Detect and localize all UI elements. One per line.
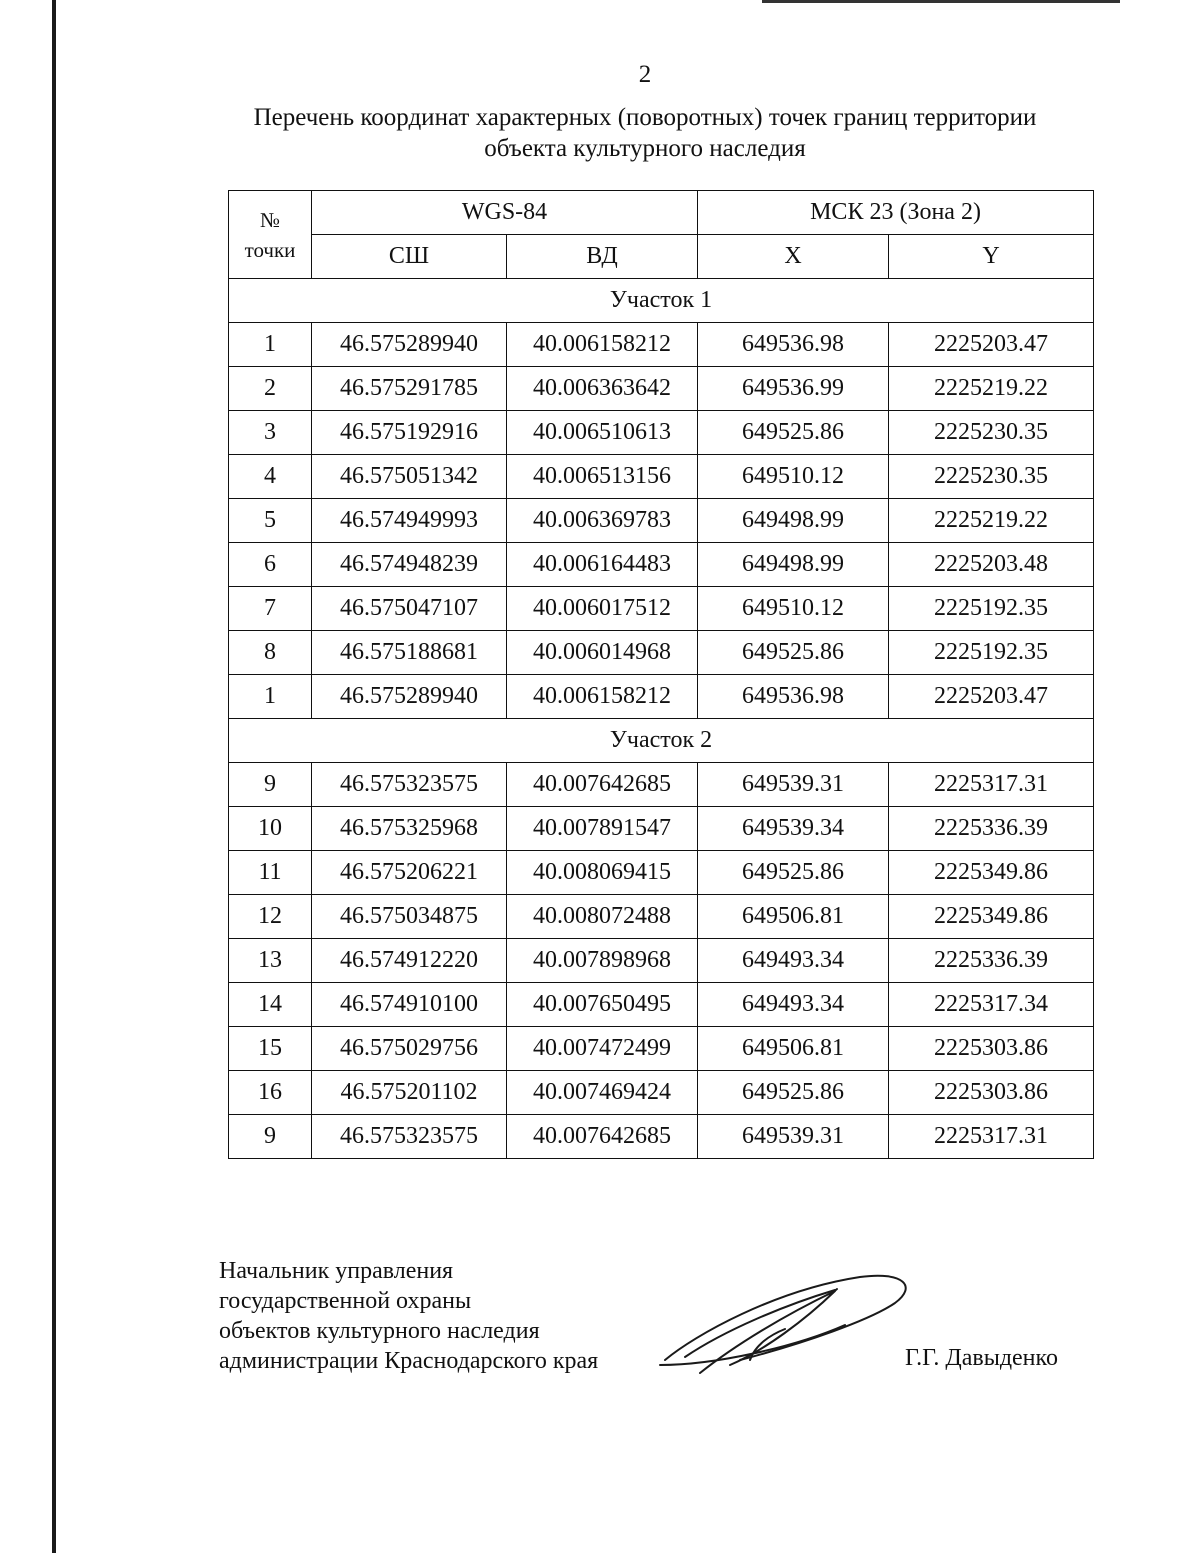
x-cell: 649525.86 <box>698 411 889 455</box>
point-number-cell: 8 <box>229 631 312 675</box>
signatory-position <box>219 1256 598 1376</box>
latitude-cell: 46.574912220 <box>312 939 507 983</box>
point-number-cell: 16 <box>229 1071 312 1115</box>
table-row <box>229 323 1094 367</box>
point-number-cell: 6 <box>229 543 312 587</box>
y-cell: 2225303.86 <box>889 1027 1094 1071</box>
latitude-cell: 46.575051342 <box>312 455 507 499</box>
x-cell: 649536.98 <box>698 323 889 367</box>
longitude-cell: 40.006158212 <box>507 675 698 719</box>
longitude-cell: 40.006369783 <box>507 499 698 543</box>
y-cell: 2225317.31 <box>889 763 1094 807</box>
table-header <box>229 191 1094 279</box>
x-cell: 649510.12 <box>698 587 889 631</box>
x-cell: 649510.12 <box>698 455 889 499</box>
point-number-header <box>229 191 312 279</box>
table-header-row <box>229 191 1094 235</box>
y-cell: 2225230.35 <box>889 455 1094 499</box>
longitude-cell: 40.008069415 <box>507 851 698 895</box>
document-title-line: Перечень координат характерных (поворотных) точек границ территории <box>253 104 1037 131</box>
latitude-cell: 46.574948239 <box>312 543 507 587</box>
section-header-row <box>229 279 1094 323</box>
table-row <box>229 499 1094 543</box>
x-cell: 649525.86 <box>698 1071 889 1115</box>
section-title: Участок 1 <box>229 279 1094 323</box>
table-row <box>229 675 1094 719</box>
latitude-cell: 46.575034875 <box>312 895 507 939</box>
x-cell: 649539.31 <box>698 1115 889 1159</box>
longitude-cell: 40.007891547 <box>507 807 698 851</box>
latitude-cell: 46.575325968 <box>312 807 507 851</box>
x-cell: 649506.81 <box>698 895 889 939</box>
y-cell: 2225349.86 <box>889 851 1094 895</box>
table-row <box>229 1115 1094 1159</box>
table-row <box>229 983 1094 1027</box>
table-row <box>229 587 1094 631</box>
y-cell: 2225317.31 <box>889 1115 1094 1159</box>
y-cell: 2225192.35 <box>889 631 1094 675</box>
section-header-row <box>229 719 1094 763</box>
handwritten-signature <box>655 1265 920 1380</box>
point-number-header-line1: № <box>259 207 281 232</box>
signatory-position-line: администрации Краснодарского края <box>219 1348 599 1374</box>
point-number-cell: 1 <box>229 323 312 367</box>
latitude-cell: 46.575323575 <box>312 763 507 807</box>
signatory-name: Г.Г. Давыденко <box>905 1345 1058 1371</box>
signatory-position-line: объектов культурного наследия <box>219 1318 540 1344</box>
longitude-cell: 40.006017512 <box>507 587 698 631</box>
latitude-cell: 46.575188681 <box>312 631 507 675</box>
point-number-cell: 15 <box>229 1027 312 1071</box>
scan-top-edge <box>762 0 1120 3</box>
point-number-cell: 11 <box>229 851 312 895</box>
latitude-cell: 46.575289940 <box>312 675 507 719</box>
latitude-cell: 46.575192916 <box>312 411 507 455</box>
latitude-cell: 46.575291785 <box>312 367 507 411</box>
coordinates-table <box>228 190 1094 1159</box>
longitude-cell: 40.008072488 <box>507 895 698 939</box>
point-number-cell: 4 <box>229 455 312 499</box>
x-cell: 649498.99 <box>698 499 889 543</box>
longitude-cell: 40.007898968 <box>507 939 698 983</box>
table-row <box>229 631 1094 675</box>
point-number-cell: 9 <box>229 763 312 807</box>
longitude-cell: 40.006510613 <box>507 411 698 455</box>
x-cell: 649506.81 <box>698 1027 889 1071</box>
latitude-column-header: СШ <box>312 235 507 279</box>
table-row <box>229 895 1094 939</box>
point-number-header-line2: точки <box>244 237 296 262</box>
table-row <box>229 411 1094 455</box>
x-cell: 649539.31 <box>698 763 889 807</box>
longitude-cell: 40.006014968 <box>507 631 698 675</box>
y-column-header: Y <box>889 235 1094 279</box>
longitude-cell: 40.007469424 <box>507 1071 698 1115</box>
y-cell: 2225203.47 <box>889 323 1094 367</box>
wgs84-group-header: WGS-84 <box>312 191 698 235</box>
longitude-cell: 40.006158212 <box>507 323 698 367</box>
latitude-cell: 46.575047107 <box>312 587 507 631</box>
y-cell: 2225336.39 <box>889 939 1094 983</box>
latitude-cell: 46.575029756 <box>312 1027 507 1071</box>
latitude-cell: 46.574949993 <box>312 499 507 543</box>
x-column-header: X <box>698 235 889 279</box>
point-number-cell: 7 <box>229 587 312 631</box>
latitude-cell: 46.575206221 <box>312 851 507 895</box>
point-number-cell: 13 <box>229 939 312 983</box>
table-row <box>229 763 1094 807</box>
longitude-cell: 40.006164483 <box>507 543 698 587</box>
y-cell: 2225219.22 <box>889 367 1094 411</box>
latitude-cell: 46.575289940 <box>312 323 507 367</box>
y-cell: 2225336.39 <box>889 807 1094 851</box>
table-row <box>229 1027 1094 1071</box>
point-number-cell: 2 <box>229 367 312 411</box>
table-row <box>229 543 1094 587</box>
point-number-cell: 3 <box>229 411 312 455</box>
document-title-line: объекта культурного наследия <box>484 135 806 162</box>
table-row <box>229 1071 1094 1115</box>
table-row <box>229 455 1094 499</box>
longitude-cell: 40.006363642 <box>507 367 698 411</box>
y-cell: 2225349.86 <box>889 895 1094 939</box>
latitude-cell: 46.575201102 <box>312 1071 507 1115</box>
x-cell: 649536.99 <box>698 367 889 411</box>
x-cell: 649536.98 <box>698 675 889 719</box>
y-cell: 2225230.35 <box>889 411 1094 455</box>
y-cell: 2225192.35 <box>889 587 1094 631</box>
longitude-cell: 40.007650495 <box>507 983 698 1027</box>
table-row <box>229 367 1094 411</box>
point-number-cell: 12 <box>229 895 312 939</box>
x-cell: 649498.99 <box>698 543 889 587</box>
scan-left-edge <box>52 0 56 1553</box>
longitude-column-header: ВД <box>507 235 698 279</box>
page-number: 2 <box>638 61 652 88</box>
x-cell: 649539.34 <box>698 807 889 851</box>
longitude-cell: 40.007472499 <box>507 1027 698 1071</box>
longitude-cell: 40.006513156 <box>507 455 698 499</box>
table-body <box>229 279 1094 1159</box>
point-number-cell: 10 <box>229 807 312 851</box>
document-title <box>200 102 1090 164</box>
latitude-cell: 46.574910100 <box>312 983 507 1027</box>
longitude-cell: 40.007642685 <box>507 1115 698 1159</box>
y-cell: 2225219.22 <box>889 499 1094 543</box>
latitude-cell: 46.575323575 <box>312 1115 507 1159</box>
x-cell: 649525.86 <box>698 851 889 895</box>
point-number-cell: 1 <box>229 675 312 719</box>
y-cell: 2225203.48 <box>889 543 1094 587</box>
point-number-cell: 9 <box>229 1115 312 1159</box>
y-cell: 2225303.86 <box>889 1071 1094 1115</box>
y-cell: 2225317.34 <box>889 983 1094 1027</box>
table-row <box>229 939 1094 983</box>
signatory-position-line: Начальник управления <box>219 1258 454 1284</box>
signatory-position-line: государственной охраны <box>219 1288 472 1314</box>
msk23-group-header: МСК 23 (Зона 2) <box>698 191 1094 235</box>
x-cell: 649525.86 <box>698 631 889 675</box>
section-title: Участок 2 <box>229 719 1094 763</box>
y-cell: 2225203.47 <box>889 675 1094 719</box>
table-header-row <box>229 235 1094 279</box>
table-row <box>229 807 1094 851</box>
longitude-cell: 40.007642685 <box>507 763 698 807</box>
x-cell: 649493.34 <box>698 939 889 983</box>
x-cell: 649493.34 <box>698 983 889 1027</box>
table-row <box>229 851 1094 895</box>
point-number-cell: 14 <box>229 983 312 1027</box>
point-number-cell: 5 <box>229 499 312 543</box>
